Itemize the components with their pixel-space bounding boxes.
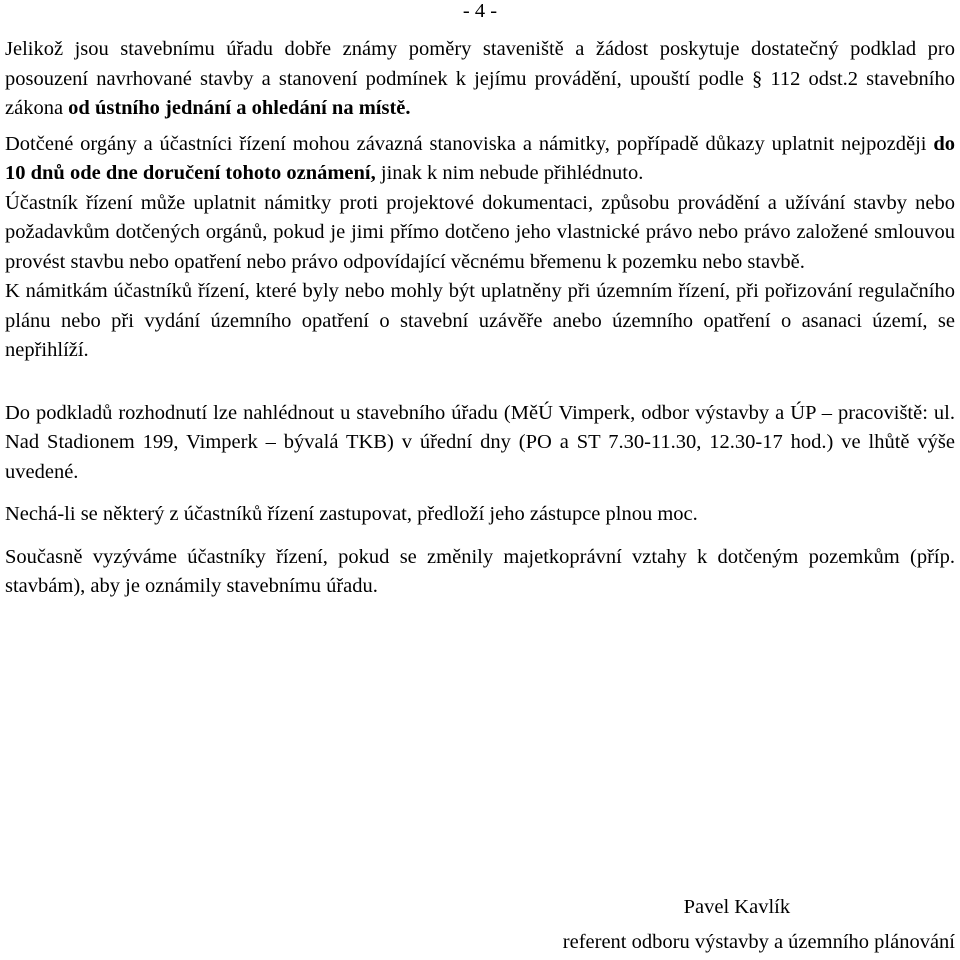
- paragraph-ignored-objections: K námitkám účastníků řízení, které byly nebo mohly být uplatněny při územním řízení, při pořizování regulačního plánu nebo při vydání územního opatření o stavební uzávěře anebo územního opatření o asanaci území, se nepřihlíží.: [5, 280, 955, 361]
- document-body: [5, 35, 955, 602]
- paragraph-objections: Účastník řízení může uplatnit námitky proti projektové dokumentaci, způsobu provádění a užívání stavby nebo požadavkům dotčených orgánů, pokud je jimi přímo dotčeno jeho vlastnické právo nebo právo založené smlouvou provést stavbu nebo opatření nebo právo odpovídající věcnému břemenu k pozemku nebo stavbě.: [5, 191, 955, 273]
- signature-block: [563, 890, 955, 960]
- paragraph-deadline: [5, 130, 955, 189]
- paragraph-ownership-changes: Současně vyzýváme účastníky řízení, pokud se změnily majetkoprávní vztahy k dotčeným pozemkům (příp. stavbám), aby je oznámily stavebnímu úřadu.: [5, 545, 955, 597]
- paragraph-text: Dotčené orgány a účastníci řízení mohou závazná stanoviska a námitky, popřípadě důkazy uplatnit nejpozději: [5, 132, 934, 155]
- bold-text: do 10 dnů ode dne doručení tohoto oznámení,: [5, 132, 955, 184]
- bold-text: od ústního jednání a ohledání na místě.: [68, 97, 411, 119]
- paragraph-text: Jelikož jsou stavebnímu úřadu dobře známy poměry staveniště a žádost poskytuje dostatečný podklad pro posouzení navrhované stavby a stanovení podmínek k jejímu provádění, upouští podle § 112 odst.2 stavebního zákona: [5, 38, 955, 119]
- signatory-title: referent odboru výstavby a územního plánování: [562, 931, 955, 953]
- paragraph-text: jinak k nim nebude přihlédnuto.: [375, 162, 644, 184]
- paragraph-representation: Nechá-li se některý z účastníků řízení zastupovat, předloží jeho zástupce plnou moc.: [5, 503, 698, 525]
- paragraph-procedure-waiver: [5, 35, 955, 124]
- page-number: - 4 -: [462, 0, 498, 22]
- paragraph-documents-access: Do podkladů rozhodnutí lze nahlédnout u stavebního úřadu (MěÚ Vimperk, odbor výstavby a ÚP – pracoviště: ul. Nad Stadionem 199, Vimperk – bývalá TKB) v úřední dny (PO a ST 7.30-11.30, 12.30-17 hod.) ve lhůtě výše uvedené.: [5, 401, 955, 483]
- signatory-name: Pavel Kavlík: [683, 896, 791, 918]
